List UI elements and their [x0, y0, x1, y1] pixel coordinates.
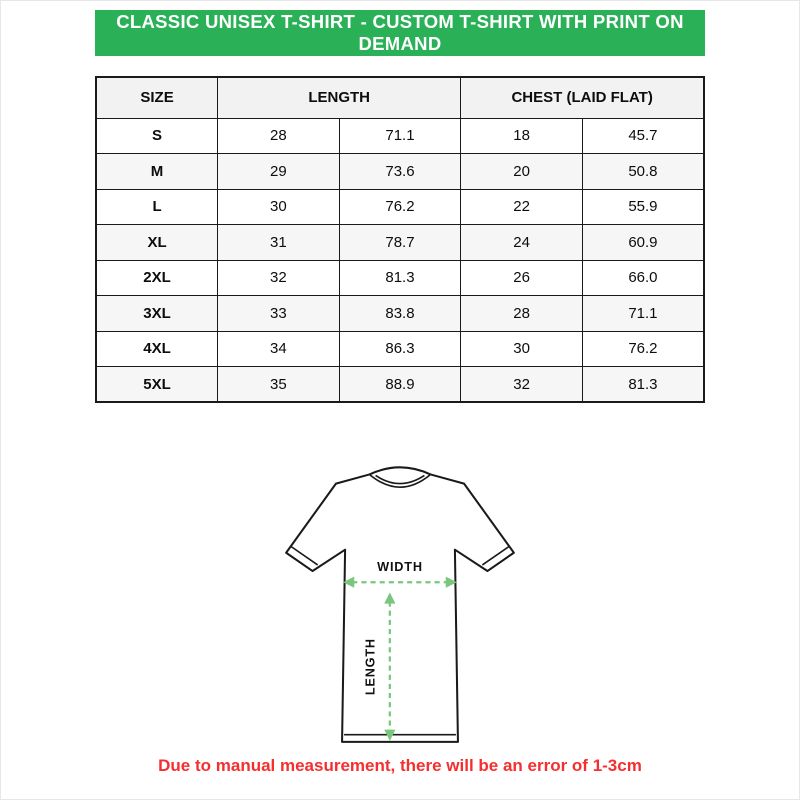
cell-length-cm: 78.7 [339, 225, 461, 261]
table-row [96, 225, 704, 261]
cell-chest-in: 30 [461, 331, 583, 367]
header-chest: CHEST (LAID FLAT) [461, 77, 704, 118]
table-row [96, 296, 704, 332]
cell-chest-in: 26 [461, 260, 583, 296]
cell-length-in: 29 [218, 154, 340, 190]
table-row [96, 118, 704, 154]
cell-chest-in: 28 [461, 296, 583, 332]
cell-length-in: 32 [218, 260, 340, 296]
cell-length-in: 34 [218, 331, 340, 367]
cell-chest-cm: 55.9 [582, 189, 704, 225]
cell-length-cm: 81.3 [339, 260, 461, 296]
title-banner [95, 10, 705, 56]
cell-chest-in: 22 [461, 189, 583, 225]
cell-chest-cm: 81.3 [582, 367, 704, 403]
cell-size: 3XL [96, 296, 218, 332]
cell-length-cm: 71.1 [339, 118, 461, 154]
cell-size: M [96, 154, 218, 190]
table-row [96, 260, 704, 296]
cell-chest-cm: 60.9 [582, 225, 704, 261]
cell-size: L [96, 189, 218, 225]
measurement-diagram [235, 447, 565, 752]
width-label: WIDTH [377, 560, 423, 575]
cell-chest-in: 20 [461, 154, 583, 190]
cell-length-cm: 76.2 [339, 189, 461, 225]
size-table-header [96, 77, 704, 118]
table-row [96, 189, 704, 225]
cell-length-in: 35 [218, 367, 340, 403]
cell-length-cm: 88.9 [339, 367, 461, 403]
header-row [96, 77, 704, 118]
cell-length-in: 31 [218, 225, 340, 261]
cell-chest-in: 18 [461, 118, 583, 154]
cell-chest-cm: 45.7 [582, 118, 704, 154]
length-label: LENGTH [363, 638, 378, 696]
cell-chest-cm: 66.0 [582, 260, 704, 296]
header-length: LENGTH [218, 77, 461, 118]
cell-chest-cm: 76.2 [582, 331, 704, 367]
tshirt-outline [286, 467, 514, 742]
page-title: CLASSIC UNISEX T-SHIRT - CUSTOM T-SHIRT WITH PRINT ON DEMAND [116, 11, 684, 54]
cell-length-cm: 86.3 [339, 331, 461, 367]
cell-size: 5XL [96, 367, 218, 403]
cell-chest-cm: 71.1 [582, 296, 704, 332]
cell-chest-in: 24 [461, 225, 583, 261]
cell-size: 2XL [96, 260, 218, 296]
size-table-body [96, 118, 704, 402]
cell-length-in: 33 [218, 296, 340, 332]
cell-chest-in: 32 [461, 367, 583, 403]
header-size: SIZE [96, 77, 218, 118]
tshirt-diagram-svg [235, 447, 565, 752]
table-row [96, 367, 704, 403]
cell-size: S [96, 118, 218, 154]
cell-size: XL [96, 225, 218, 261]
table-row [96, 331, 704, 367]
cell-chest-cm: 50.8 [582, 154, 704, 190]
cell-length-in: 28 [218, 118, 340, 154]
cell-length-cm: 73.6 [339, 154, 461, 190]
cell-length-cm: 83.8 [339, 296, 461, 332]
cell-length-in: 30 [218, 189, 340, 225]
measurement-note: Due to manual measurement, there will be an error of 1-3cm [158, 756, 642, 775]
size-chart-table [95, 76, 705, 403]
cell-size: 4XL [96, 331, 218, 367]
table-row [96, 154, 704, 190]
